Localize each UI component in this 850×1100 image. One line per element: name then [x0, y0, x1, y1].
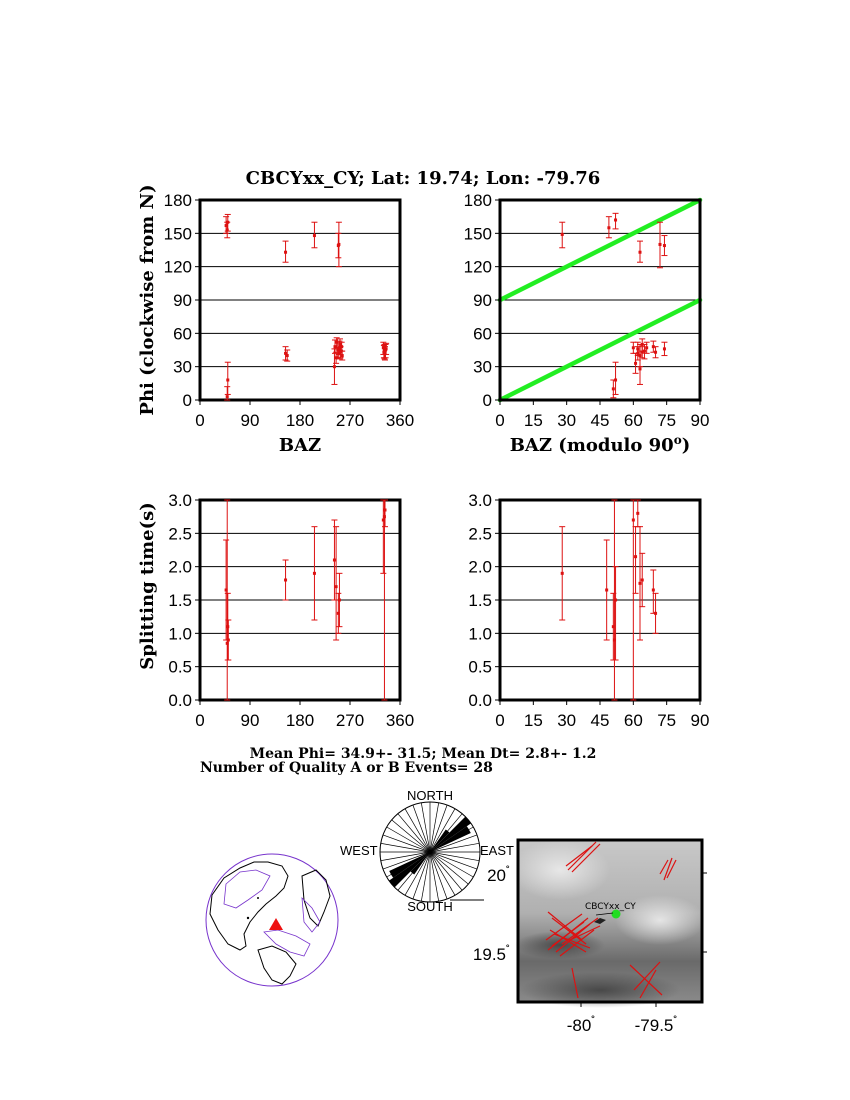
- data-point: [311, 222, 317, 248]
- data-point: [613, 213, 619, 229]
- x-tick-label: 45: [590, 411, 610, 430]
- x-tick-label: 360: [385, 711, 415, 730]
- y-tick-label: 0: [482, 391, 492, 410]
- y-tick-label: 0.5: [168, 657, 192, 677]
- panel-dt-vs-baz-mod90: [468, 491, 709, 730]
- x-tick-label: 30: [557, 711, 577, 730]
- panel-dt-vs-baz: [168, 491, 414, 730]
- x-tick-label: 90: [690, 411, 710, 430]
- chart-title: CBCYxx_CY; Lat: 19.74; Lon: -79.76: [245, 168, 601, 189]
- x-tick-label: 75: [657, 711, 677, 730]
- x-tick-label: 90: [690, 711, 710, 730]
- x-tick-label: 180: [285, 711, 315, 730]
- xlabel-baz: BAZ: [278, 435, 322, 456]
- y-tick-label: 120: [163, 257, 192, 277]
- x-tick-label: 30: [557, 411, 577, 430]
- lat-tick-20: 20˚: [487, 864, 510, 885]
- lon-tick-79-5: -79.5˚: [634, 1014, 678, 1035]
- y-tick-label: 180: [463, 191, 492, 210]
- data-point: [604, 540, 610, 640]
- y-tick-label: 2.0: [468, 557, 492, 577]
- data-point: [311, 527, 317, 620]
- y-tick-label: 30: [173, 357, 192, 377]
- event-count-text: Number of Quality A or B Events= 28: [200, 760, 493, 776]
- y-tick-label: 1.5: [468, 591, 492, 610]
- y-tick-label: 2.5: [168, 524, 192, 544]
- data-point: [559, 527, 565, 620]
- y-tick-label: 0.0: [468, 691, 492, 710]
- data-point: [637, 241, 643, 262]
- x-tick-label: 75: [657, 411, 677, 430]
- y-tick-label: 1.5: [168, 591, 192, 610]
- x-tick-label: 90: [240, 411, 260, 430]
- y-tick-label: 150: [463, 224, 492, 244]
- data-point: [559, 222, 565, 248]
- y-tick-label: 0.0: [168, 691, 192, 710]
- rose-label-east: EAST: [480, 843, 514, 858]
- y-tick-label: 0.5: [468, 657, 492, 677]
- data-point: [630, 342, 636, 353]
- x-tick-label: 0: [195, 411, 205, 430]
- data-point: [657, 222, 663, 268]
- x-tick-label: 45: [590, 711, 610, 730]
- reference-line-0: [500, 300, 700, 400]
- x-tick-label: 180: [285, 411, 315, 430]
- rose-label-north: NORTH: [407, 788, 453, 803]
- panel-phi-vs-baz-mod90: [464, 191, 710, 430]
- lat-tick-19-5: 19.5˚: [472, 943, 510, 964]
- x-tick-label: 360: [385, 411, 415, 430]
- y-tick-label: 30: [473, 357, 492, 377]
- x-tick-label: 60: [623, 411, 643, 430]
- x-tick-label: 15: [523, 711, 543, 730]
- x-tick-label: 270: [335, 711, 365, 730]
- y-tick-label: 3.0: [468, 491, 492, 510]
- x-tick-label: 90: [240, 711, 260, 730]
- xlabel-baz-mod90: BAZ (modulo 90$^o$): [509, 433, 691, 456]
- y-tick-label: 180: [163, 191, 192, 210]
- ylabel-splitting-time: Splitting time(s): [137, 502, 158, 670]
- x-tick-label: 0: [495, 411, 505, 430]
- data-point: [224, 387, 230, 400]
- y-tick-label: 0: [182, 391, 192, 410]
- y-tick-label: 1.0: [168, 624, 192, 644]
- data-point: [336, 222, 342, 266]
- rose-label-west: WEST: [340, 843, 378, 858]
- data-point: [283, 241, 289, 262]
- y-tick-label: 90: [173, 291, 192, 310]
- lon-tick-80: -80˚: [566, 1014, 596, 1035]
- mean-stats-text: Mean Phi= 34.9+- 31.5; Mean Dt= 2.8+- 1.2: [249, 746, 597, 762]
- rose-diagram: [380, 802, 480, 902]
- data-point: [606, 217, 612, 238]
- data-point: [661, 236, 667, 256]
- y-tick-label: 120: [463, 257, 492, 277]
- station-label-map: CBCYxx_CY: [585, 902, 636, 912]
- x-tick-label: 60: [623, 711, 643, 730]
- x-tick-label: 0: [495, 711, 505, 730]
- x-tick-label: 15: [523, 411, 543, 430]
- y-tick-label: 90: [473, 291, 492, 310]
- x-tick-label: 0: [195, 711, 205, 730]
- panel-phi-vs-baz: [164, 191, 415, 430]
- y-tick-label: 3.0: [168, 491, 192, 510]
- y-tick-label: 60: [173, 324, 192, 344]
- y-tick-label: 2.5: [468, 524, 492, 544]
- reference-line-1: [500, 200, 700, 300]
- local-map: [473, 840, 707, 1035]
- ylabel-phi: Phi (clockwise from N): [137, 184, 158, 416]
- y-tick-label: 60: [473, 324, 492, 344]
- rose-label-south: SOUTH: [407, 899, 453, 914]
- x-tick-label: 270: [335, 411, 365, 430]
- data-point: [283, 560, 289, 600]
- y-tick-label: 2.0: [168, 557, 192, 577]
- data-point: [661, 342, 667, 355]
- globe-map: [206, 854, 338, 986]
- y-tick-label: 150: [163, 224, 192, 244]
- data-point: [635, 500, 641, 527]
- y-tick-label: 1.0: [468, 624, 492, 644]
